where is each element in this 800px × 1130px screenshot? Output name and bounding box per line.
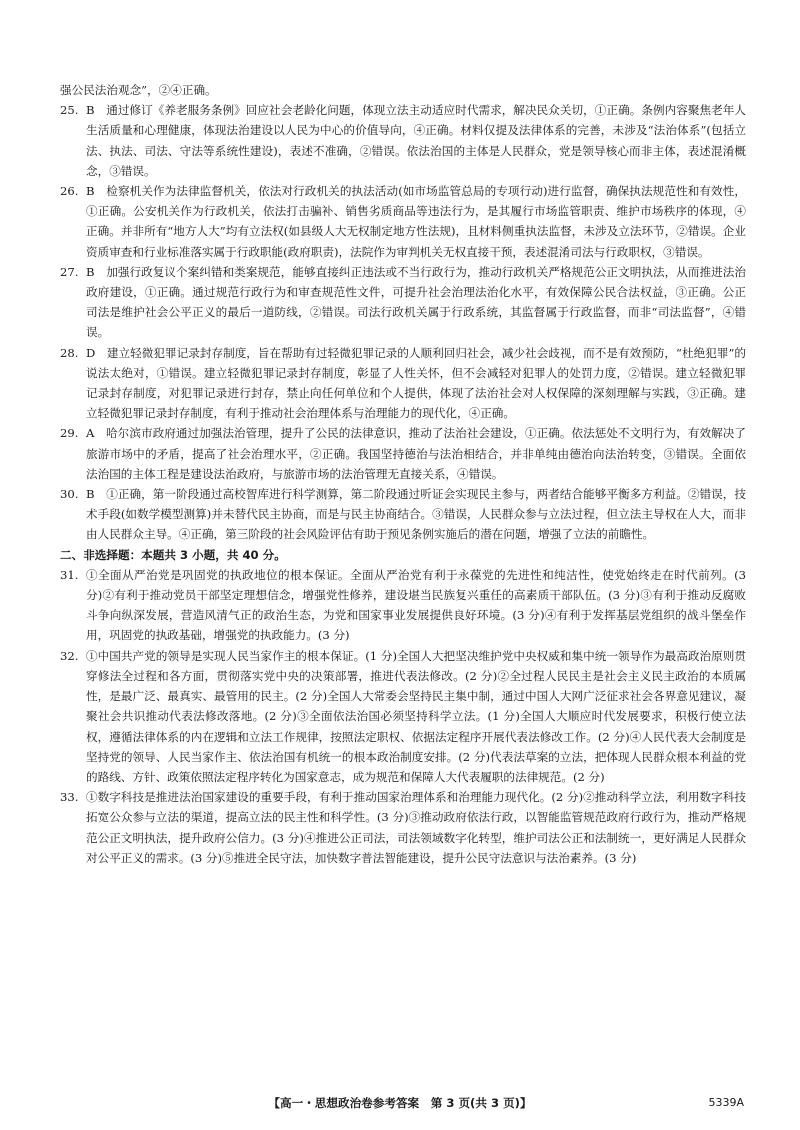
answer-item-27 [60,262,746,343]
item-text: ①数字科技是推进法治国家建设的重要手段，有利于推动国家治理体系和治理能力现代化。(2 分)②推动科学立法，利用数字科技拓宽公众参与立法的渠道，提高立法的民主性和科学性。(3 分)③推动政府依法行政，以智能监管规范政府行政行为，推动严格规范公正文明执法，提升政府公信力。(3 分)④推进公正司法，司法领域数字化转型，维护司法公正和法制统一，更好满足人民群众对公平正义的需求。(3 分)⑤推进全民守法，加快数字普法智能建设，提升公民守法意识与法治素养。(3 分) [86,790,746,865]
item-number: 31. [60,567,79,582]
answer-item-25 [60,100,746,181]
item-number: 30. [60,487,79,502]
page-footer [0,1093,800,1113]
footer-code: 5339A [708,1096,744,1109]
item-text: ①全面从严治党是巩固党的执政地位的根本保证。全面从严治党有利于永葆党的先进性和纯洁性，使党始终走在时代前列。(3 分)②有利于推动党员干部坚定理想信念，增强党性修养，建设堪当民族复兴重任的高素质干部队伍。(3 分)③有利于推动反腐败斗争向纵深发展，营造风清气正的政治生态，为党和国家事业发展提供良好环境。(3 分)④有利于发挥基层党组织的战斗堡垒作用，巩固党的执政基础，增强党的执政能力。(3 分) [86,567,746,643]
item-number: 25. [60,103,79,118]
item-text: B 检察机关作为法律监督机关，依法对行政机关的执法活动(如市场监管总局的专项行动)进行监督，确保执法规范性和有效性，①正确。公安机关作为行政机关，依法打击骗补、销售劣质商品等违法行为，是其履行市场监管职责、维护市场秩序的体现，④正确。并非所有“地方人大”均有立法权(如县级人大无权制定地方性法规)，且材料侧重执法监督，未涉及立法环节，②错误。企业资质审查和行业标准落实属于行政职能(政府职责)，法院作为审判机关无权直接干预，表述混淆司法与行政职权，③错误。 [86,184,746,259]
item-number: 28. [60,345,79,360]
answer-item-33 [60,787,746,868]
answer-content [60,80,746,868]
answer-item-29 [60,423,746,484]
answer-item-30 [60,484,746,545]
answer-item-31 [60,565,746,646]
answer-item-26 [60,181,746,262]
answer-item-32 [60,646,746,787]
item-text: D 建立轻微犯罪记录封存制度，旨在帮助有过轻微犯罪记录的人顺利回归社会，减少社会歧视，而不是有效预防，“杜绝犯罪”的说法太绝对，①错误。建立轻微犯罪记录封存制度，彰显了人性关怀，但不会减轻对犯罪人的处罚力度，②错误。建立轻微犯罪记录封存制度，对犯罪记录进行封存，禁止向任何单位和个人提供，体现了法治社会对人权保障的深刻理解与实践，③正确。建立轻微犯罪记录封存制度，有利于推动社会治理体系与治理能力的现代化，④正确。 [86,345,746,421]
item-number: 32. [60,648,79,663]
item-text: B 通过修订《养老服务条例》回应社会老龄化问题，体现立法主动适应时代需求，解决民众关切，①正确。条例内容聚焦老年人生活质量和心理健康，体现法治建设以人民为中心的价值导向，④正确。材料仅提及法律体系的完善，未涉及“法治体系”(包括立法、执法、司法、守法等系统性建设)，表述不准确，②错误。依法治国的主体是人民群众，党是领导核心而非主体，表述混淆概念，③错误。 [86,103,746,178]
answer-item-28 [60,343,746,424]
item-number: 29. [60,426,79,441]
item-number: 27. [60,264,79,279]
footer-title: 【高一・思想政治卷参考答案 第 3 页(共 3 页)】 [268,1096,532,1110]
item-text: ①中国共产党的领导是实现人民当家作主的根本保证。(1 分)全国人大把坚决维护党中央权威和集中统一领导作为最高政治原则贯穿修法全过程和各方面，贯彻落实党中央的决策部署，推进代表法修改。(2 分)②全过程人民民主是社会主义民主政治的本质属性，是最广泛、最真实、最管用的民主。(2 分)全国人大常委会坚持民主集中制，通过中国人大网广泛征求社会各界意见建议，凝聚社会共识推动代表法修改落地。(2 分)③全面依法治国必须坚持科学立法。(1 分)全国人大顺应时代发展要求，积极行使立法权，遵循法律体系的内在逻辑和立法工作规律，按照法定职权、依据法定程序开展代表法修改工作。(2 分)④人民代表大会制度是坚持党的领导、人民当家作主、依法治国有机统一的根本政治制度安排。(2 分)代表法草案的立法，把体现人民群众根本利益的党的路线、方针、政策依照法定程序转化为国家意志，成为规范和保障人大代表履职的法律规范。(2 分) [86,648,746,784]
item-text: B 加强行政复议个案纠错和类案规范，能够直接纠正违法或不当行政行为，推动行政机关严格规范公正文明执法，从而推进法治政府建设，①正确。通过规范行政行为和审查规范性文件，可提升社会治理法治化水平，有效保障公民合法权益，③正确。公正司法是维护社会公平正义的最后一道防线，②错误。司法行政机关属于行政系统，其监督属于行政监督，而非“司法监督”，④错误。 [86,264,746,340]
section-title: 二、非选择题：本题共 3 小题，共 40 分。 [60,547,286,562]
continued-fragment: 强公民法治观念”，②④正确。 [60,83,217,97]
item-number: 26. [60,184,79,199]
item-text: B ①正确，第一阶段通过高校智库进行科学测算，第二阶段通过听证会实现民主参与，两者结合能够平衡多方利益。②错误，技术手段(如数学模型测算)并未替代民主协商，而是与民主协商结合。③错误，人民群众参与立法过程，但立法主导权在人大，而非由人民群众主导。④正确，第三阶段的社会风险评估有助于预见条例实施后的潜在问题，增强了立法的前瞻性。 [86,487,746,542]
item-text: A 哈尔滨市政府通过加强法治管理，提升了公民的法律意识，推动了法治社会建设，①正确。依法惩处不文明行为，有效解决了旅游市场中的矛盾，提高了社会治理水平，②正确。我国坚持德治与法治相结合，并非单纯由德治向法治转变，③错误。全面依法治国的主体工程是建设法治政府，与旅游市场的法治管理无直接关系，④错误。 [86,426,746,481]
item-number: 33. [60,790,79,805]
